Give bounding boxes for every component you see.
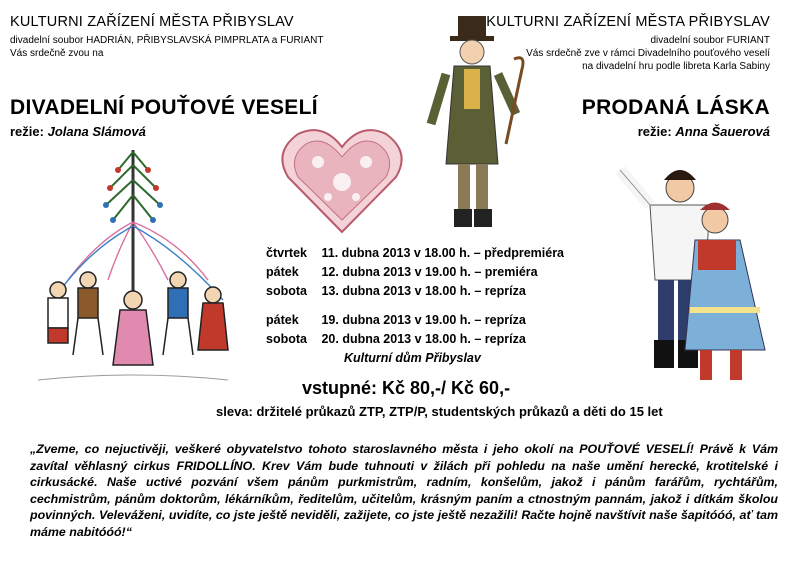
invitation-paragraph: „Zveme, co nejuctivěji, veškeré obyvatelstvo tohoto staroslavného města i jeho okolí na POUŤOVÉ VESELÍ! Právě k Vám zavítal věhlasný cirkus FRIDOLLÍNO. Krev Vám bude tuhnouti v žilách při pohledu na naše umění herecké, krotitelské i cirkusácké. Naše uctivé pozvání všem pánům purkmistrům, radním, konšelům, jakož i pánům farářům, rychtářům, cechmistrům, pánům doktorům, lékárníkům, ředitelům, učitelům, krásným paním a ctnostným pannám, jakož i dítkám školou povinných. Veleváženi, uvidíte, co jste ještě neviděli, zažijete, co jste ještě nezažili! Račte hojně navštívit naše šapitóóó, ať tam máme nabitóóó!“ [30, 442, 778, 539]
schedule-note: – premiéra [474, 265, 538, 279]
left-invite: Vás srdečně zvou na [10, 48, 104, 59]
left-director-name: Jolana Slámová [47, 124, 146, 139]
left-director-label: režie: [10, 124, 44, 139]
left-ensemble: divadelní soubor HADRIÁN, PŘIBYSLAVSKÁ PIMPRLATA a FURIANT [10, 35, 324, 46]
schedule-day: pátek [266, 313, 299, 327]
schedule-time: v 18.00 h. [414, 284, 471, 298]
discount-info: sleva: držitelé průkazů ZTP, ZTP/P, studentských průkazů a děti do 15 let [216, 404, 663, 419]
schedule-time: v 18.00 h. [413, 246, 471, 260]
schedule-day: sobota [266, 284, 307, 298]
maypole-dancers-illustration [28, 140, 238, 410]
right-organizer: KULTURNI ZAŘÍZENÍ MĚSTA PŘIBYSLAV [486, 14, 770, 30]
schedule-date: 12. dubna 2013 [321, 265, 412, 279]
left-organizer: KULTURNI ZAŘÍZENÍ MĚSTA PŘIBYSLAV [10, 14, 294, 30]
venue: Kulturní dům Přibyslav [344, 351, 481, 365]
schedule-row [266, 265, 596, 284]
top-hat-man-illustration [426, 14, 536, 232]
schedule-note: – repríza [474, 313, 526, 327]
schedule-date: 20. dubna 2013 [321, 332, 412, 346]
lace-heart-illustration [278, 122, 406, 237]
schedule-time: v 18.00 h. [414, 332, 471, 346]
right-director-label: režie: [637, 124, 672, 139]
dancing-couple-illustration [590, 160, 770, 400]
schedule-day: sobota [266, 332, 307, 346]
schedule-row [266, 332, 596, 351]
right-invite-2: na divadelní hru podle libreta Karla Sabiny [582, 61, 770, 72]
schedule-note: – předpremiéra [473, 246, 565, 260]
schedule-day: pátek [266, 265, 299, 279]
schedule-row [266, 313, 596, 332]
schedule-note: – repríza [474, 284, 526, 298]
schedule-day: čtvrtek [266, 246, 307, 260]
left-title: DIVADELNÍ POUŤOVÉ VESELÍ [10, 96, 318, 119]
schedule-date: 11. dubna 2013 [321, 246, 411, 260]
right-ensemble: divadelní soubor FURIANT [650, 35, 770, 46]
schedule-time: v 19.00 h. [414, 313, 471, 327]
left-director [10, 124, 146, 139]
schedule-date: 13. dubna 2013 [321, 284, 412, 298]
schedule-time: v 19.00 h. [414, 265, 471, 279]
admission-price: vstupné: Kč 80,-/ Kč 60,- [302, 378, 511, 398]
right-invite-1: Vás srdečně zve v rámci Divadelního pouťového veselí [526, 48, 770, 59]
schedule-row [266, 246, 596, 265]
schedule-note: – repríza [474, 332, 526, 346]
right-title: PRODANÁ LÁSKA [581, 96, 770, 119]
right-director-name: Anna Šauerová [675, 124, 770, 139]
schedule-date: 19. dubna 2013 [321, 313, 412, 327]
schedule-row [266, 284, 596, 313]
performance-schedule [266, 246, 596, 365]
